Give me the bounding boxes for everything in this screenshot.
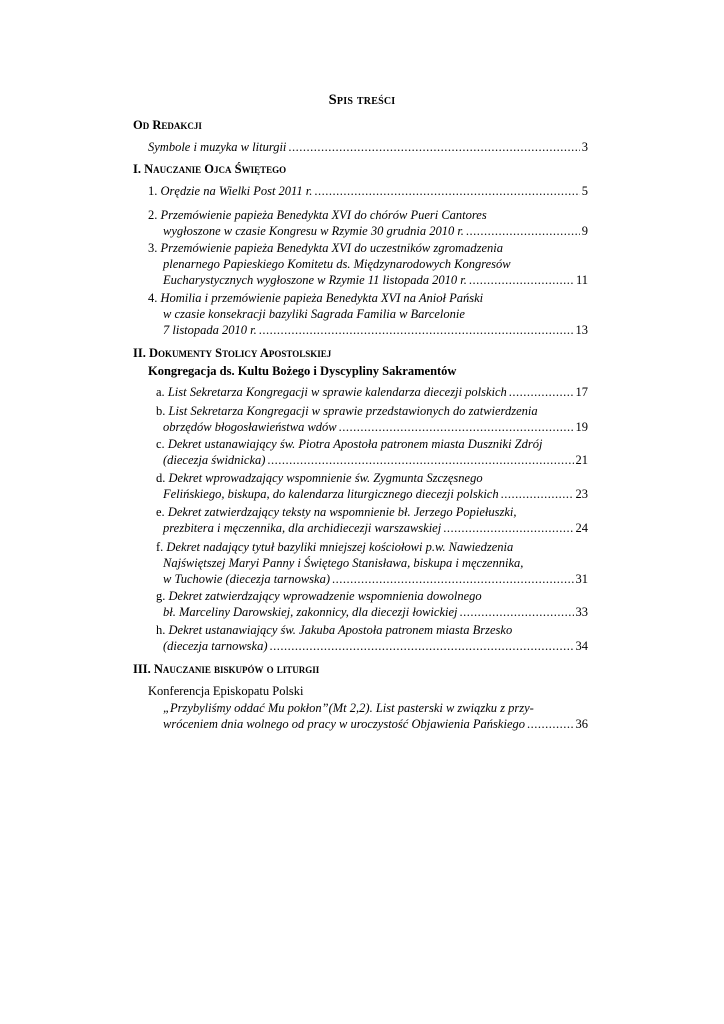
leader-dots [332, 571, 574, 587]
entry-title: prezbitera i męczennika, dla archidiecezji warszawskiej [163, 521, 442, 535]
leader-dots [270, 638, 574, 654]
leader-dots [527, 716, 574, 732]
page-title: Spis treści [328, 92, 396, 108]
page-number: 13 [575, 323, 588, 337]
entry-title-line: Przemówienie papieża Benedykta XVI do chórów Pueri Cantores [160, 208, 487, 222]
subsection-heading-kongregacja: Kongregacja ds. Kultu Bożego i Dyscypliny Sakramentów [148, 364, 457, 378]
entry-title-line: Dekret ustanawiający św. Jakuba Apostoła patronem miasta Brzesko [168, 623, 513, 637]
leader-dots [259, 322, 574, 338]
page-number: 31 [575, 572, 588, 586]
entry-number: d. [156, 471, 166, 485]
entry-title-line: Przemówienie papieża Benedykta XVI do uczestników zgromadzenia [160, 241, 504, 255]
entry-title-line: Dekret wprowadzający wspomnienie św. Zygmunta Szczęsnego [168, 471, 483, 485]
leader-dots [314, 183, 579, 199]
page-number: 24 [575, 521, 588, 535]
entry-title-line: Najświętszej Maryi Panny i Świętego Stanisława, biskupa i męczennika, [163, 556, 524, 570]
entry-number: 1. [148, 184, 158, 198]
leader-dots [443, 520, 573, 536]
page-number: 21 [575, 453, 588, 467]
entry-number: a. [156, 385, 165, 399]
leader-dots [466, 223, 580, 239]
entry-title: wygłoszone w czasie Kongresu w Rzymie 30 grudnia 2010 r. [163, 224, 464, 238]
page-number: 19 [575, 420, 588, 434]
section-heading-od-redakcji: Od Redakcji [133, 118, 202, 132]
entry-number: g. [156, 589, 166, 603]
entry-title: wróceniem dnia wolnego od pracy w uroczystość Objawienia Pańskiego [163, 717, 525, 731]
entry-title: Felińskiego, biskupa, do kalendarza liturgicznego diecezji polskich [163, 487, 499, 501]
entry-title: obrzędów błogosławieństwa wdów [163, 420, 337, 434]
page-number: 3 [581, 140, 588, 154]
entry-title: (diecezja świdnicka) [163, 453, 266, 467]
page-number: 9 [581, 224, 588, 238]
entry-number: 2. [148, 208, 158, 222]
page-number: 33 [575, 605, 588, 619]
entry-number: b. [156, 404, 166, 418]
entry-title: w Tuchowie (diecezja tarnowska) [163, 572, 330, 586]
entry-number: e. [156, 505, 165, 519]
subsection-heading-konferencja: Konferencja Episkopatu Polski [148, 684, 304, 698]
entry-title: Symbole i muzyka w liturgii [148, 140, 287, 154]
page-number: 23 [575, 487, 588, 501]
entry-title: Orędzie na Wielki Post 2011 r. [160, 184, 313, 198]
leader-dots [460, 604, 574, 620]
entry-title: Eucharystycznych wygłoszone w Rzymie 11 listopada 2010 r. [163, 273, 467, 287]
entry-title-line: „Przybyliśmy oddać Mu pokłon”(Mt 2,2). List pasterski w związku z przy- [163, 701, 534, 715]
page-number: 36 [575, 717, 588, 731]
entry-title-line: List Sekretarza Kongregacji w sprawie przedstawionych do zatwierdzenia [168, 404, 538, 418]
entry-title-line: Homilia i przemówienie papieża Benedykta XVI na Anioł Pański [160, 291, 484, 305]
entry-title: 7 listopada 2010 r. [163, 323, 257, 337]
entry-title-line: plenarnego Papieskiego Komitetu ds. Międzynarodowych Kongresów [163, 257, 511, 271]
entry-title-line: Dekret nadający tytuł bazyliki mniejszej kościołowi p.w. Nawiedzenia [166, 540, 514, 554]
entry-title: bł. Marceliny Darowskiej, zakonnicy, dla diecezji łowickiej [163, 605, 458, 619]
entry-title-line: w czasie konsekracji bazyliki Sagrada Familia w Barcelonie [163, 307, 465, 321]
leader-dots [469, 272, 574, 288]
section-heading-dokumenty-stolicy: II. Dokumenty Stolicy Apostolskiej [133, 346, 332, 360]
entry-title-line: Dekret zatwierdzający teksty na wspomnienie bł. Jerzego Popiełuszki, [167, 505, 517, 519]
entry-number: h. [156, 623, 166, 637]
leader-dots [288, 139, 579, 155]
entry-title: (diecezja tarnowska) [163, 639, 268, 653]
leader-dots [339, 419, 574, 435]
section-heading-nauczanie-ojca-swietego: I. Nauczanie Ojca Świętego [133, 162, 287, 176]
entry-number: 3. [148, 241, 158, 255]
entry-number: 4. [148, 291, 158, 305]
entry-number: f. [156, 540, 164, 554]
leader-dots [509, 384, 574, 400]
leader-dots [501, 486, 574, 502]
page-number: 5 [581, 184, 588, 198]
entry-title-line: Dekret zatwierdzający wprowadzenie wspomnienia dowolnego [168, 589, 482, 603]
page-number: 11 [575, 273, 588, 287]
entry-title-line: Dekret ustanawiający św. Piotra Apostoła patronem miasta Duszniki Zdrój [167, 437, 543, 451]
section-heading-nauczanie-biskupow: III. Nauczanie biskupów o liturgii [133, 662, 320, 676]
entry-title: List Sekretarza Kongregacji w sprawie kalendarza diecezji polskich [167, 385, 507, 399]
entry-number: c. [156, 437, 165, 451]
page-number: 34 [575, 639, 588, 653]
leader-dots [267, 452, 573, 468]
page-number: 17 [575, 385, 588, 399]
